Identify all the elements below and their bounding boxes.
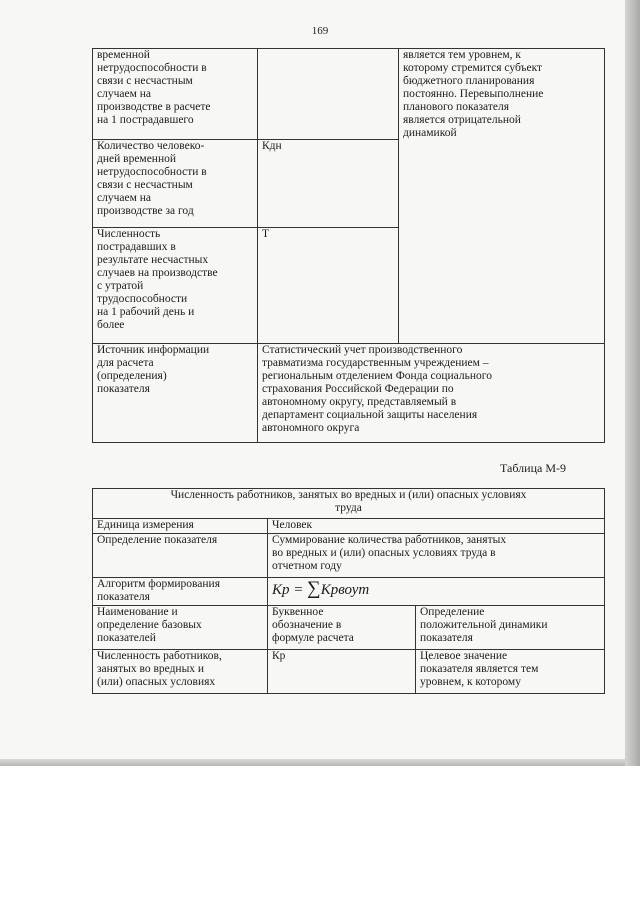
table-row xyxy=(93,650,605,694)
table-row xyxy=(93,49,605,140)
cell-indicator-name: Численность пострадавших в результате несчастных случаев на производстве с утратой трудоспособности на 1 рабочий день и более xyxy=(93,228,258,344)
header-positive-dynamics: Определение положительной динамики показателя xyxy=(416,606,605,650)
formula xyxy=(268,578,605,606)
header-indicator-name: Наименование и определение базовых показателей xyxy=(93,606,268,650)
formula-equals: = xyxy=(289,582,308,598)
table-row xyxy=(93,344,605,443)
table-row xyxy=(93,519,605,534)
page-shadow-bottom xyxy=(0,759,640,766)
page-shadow-right xyxy=(625,0,640,766)
cell-indicator-name: Численность работников, занятых во вредных и (или) опасных условиях xyxy=(93,650,268,694)
cell-indicator-name: Количество человеко- дней временной нетрудоспособности в связи с несчастным случаем на производстве за год xyxy=(93,140,258,228)
table-caption: Таблица М-9 xyxy=(500,461,566,475)
indicator-table-m9 xyxy=(92,488,605,694)
indicator-table-continued xyxy=(92,48,605,443)
formula-lhs: Kp xyxy=(272,582,290,598)
algorithm-label: Алгоритм формирования показателя xyxy=(93,578,268,606)
cell-indicator-name: временной нетрудоспособности в связи с несчастным случаем на производстве в расчете на 1 пострадавшего xyxy=(93,49,258,140)
table-row xyxy=(93,534,605,578)
page-number: 169 xyxy=(311,25,329,37)
unit-value: Человек xyxy=(268,519,605,534)
definition-value: Суммирование количества работников, занятых во вредных и (или) опасных условиях труда в отчетном году xyxy=(268,534,605,578)
table-row xyxy=(93,606,605,650)
cell-symbol: Кр xyxy=(268,650,416,694)
cell-symbol: Кдн xyxy=(258,140,399,228)
cell-positive-dynamics: является тем уровнем, к которому стремится субъект бюджетного планирования постоянно. Перевыполнение планового показателя является отрицательной динамикой xyxy=(399,49,605,344)
cell-source-label: Источник информации для расчета (определения) показателя xyxy=(93,344,258,443)
header-symbol: Буквенное обозначение в формуле расчета xyxy=(268,606,416,650)
cell-symbol: Т xyxy=(258,228,399,344)
cell-source-value: Статистический учет производственного травматизма государственным учреждением – региональным отделением Фонда социального страхования Российской Федерации по автономному округу, представляемый в департамент социальной защиты населения автономного округа xyxy=(258,344,605,443)
formula-rhs: Kpвоут xyxy=(320,582,370,598)
sum-icon: ∑ xyxy=(307,578,321,599)
definition-label: Определение показателя xyxy=(93,534,268,578)
cell-positive-dynamics: Целевое значение показателя является тем уровнем, к которому xyxy=(416,650,605,694)
unit-label: Единица измерения xyxy=(93,519,268,534)
cell-symbol xyxy=(258,49,399,140)
table-row xyxy=(93,578,605,606)
table-row xyxy=(93,489,605,519)
table-title: Численность работников, занятых во вредных и (или) опасных условиях труда xyxy=(93,489,605,519)
